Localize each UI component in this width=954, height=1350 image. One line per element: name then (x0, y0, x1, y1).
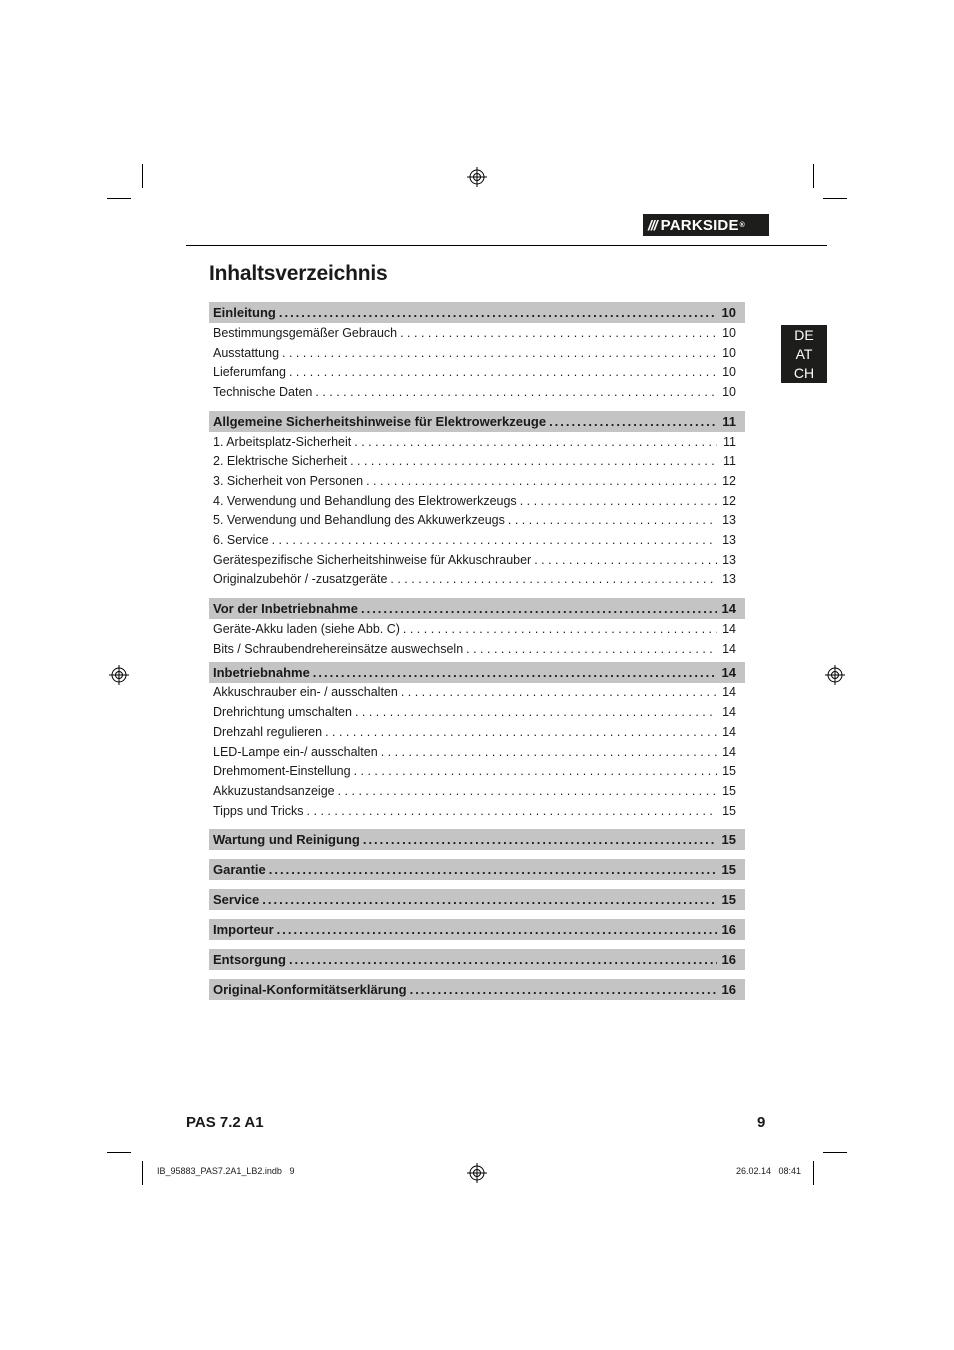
toc-entry[interactable]: 2. Elektrische Sicherheit . . . 11 (209, 451, 745, 471)
toc-entry[interactable]: Bits / Schraubendrehereinsätze auswechseln . . . 14 (209, 639, 745, 659)
crop-mark (813, 1161, 814, 1185)
toc-section-heading[interactable]: Vor der Inbetriebnahme ..... 14 (209, 598, 745, 619)
language-code: CH (793, 364, 815, 381)
table-of-contents (209, 302, 745, 1000)
toc-section-heading[interactable]: Importeur ..... 16 (209, 919, 745, 940)
header-rule (186, 245, 827, 246)
toc-entry[interactable]: 4. Verwendung und Behandlung des Elektrowerkzeugs . . . 12 (209, 491, 745, 511)
toc-entry[interactable]: 3. Sicherheit von Personen . . . 12 (209, 471, 745, 491)
toc-entry[interactable]: Akkuschrauber ein- / ausschalten . . . 14 (209, 683, 745, 703)
crop-mark (813, 164, 814, 188)
crop-mark (142, 164, 143, 188)
parkside-logo (643, 214, 769, 236)
registration-mark-icon (467, 1163, 487, 1183)
logo-stripes: /// (648, 217, 657, 233)
toc-entry[interactable]: Bestimmungsgemäßer Gebrauch . . . 10 (209, 323, 745, 343)
footer-model-name: PAS 7.2 A1 (186, 1114, 264, 1131)
toc-entry[interactable]: Drehmoment-Einstellung . . . 15 (209, 761, 745, 781)
language-tab (781, 325, 827, 383)
toc-section-heading[interactable]: Entsorgung ..... 16 (209, 949, 745, 970)
toc-entry[interactable]: Lieferumfang . . . 10 (209, 362, 745, 382)
page-title: Inhaltsverzeichnis (209, 262, 388, 285)
toc-entry[interactable]: Originalzubehör / -zusatzgeräte . . . 13 (209, 570, 745, 590)
print-slug-file: IB_95883_PAS7.2A1_LB2.indb 9 (157, 1166, 295, 1176)
crop-mark (107, 1152, 131, 1153)
toc-entry[interactable]: Gerätespezifische Sicherheitshinweise für Akkuschrauber . . . 13 (209, 550, 745, 570)
toc-entry[interactable]: 1. Arbeitsplatz-Sicherheit . . . 11 (209, 432, 745, 452)
toc-entry[interactable]: Tipps und Tricks . . . 15 (209, 801, 745, 821)
toc-entry[interactable]: Geräte-Akku laden (siehe Abb. C) . . . 14 (209, 619, 745, 639)
toc-section-heading[interactable]: Inbetriebnahme ..... 14 (209, 662, 745, 683)
toc-entry[interactable]: Drehzahl regulieren . . . 14 (209, 722, 745, 742)
toc-section-heading[interactable]: Original-Konformitätserklärung ..... 16 (209, 979, 745, 1000)
footer-page-number: 9 (757, 1114, 766, 1131)
toc-section-heading[interactable]: Service ..... 15 (209, 889, 745, 910)
crop-mark (823, 1152, 847, 1153)
crop-mark (823, 198, 847, 199)
registration-mark-icon (109, 665, 129, 685)
language-code: DE (794, 326, 814, 343)
crop-mark (142, 1161, 143, 1185)
toc-entry[interactable]: 6. Service . . . 13 (209, 530, 745, 550)
toc-entry[interactable]: Technische Daten . . . 10 (209, 382, 745, 402)
registered-mark: ® (739, 221, 746, 229)
toc-entry[interactable]: Drehrichtung umschalten . . . 14 (209, 702, 745, 722)
toc-entry[interactable]: Akkuzustandsanzeige . . . 15 (209, 781, 745, 801)
toc-section-heading[interactable]: Garantie ..... 15 (209, 859, 745, 880)
toc-entry[interactable]: 5. Verwendung und Behandlung des Akkuwerkzeugs . . . 13 (209, 511, 745, 531)
language-code: AT (795, 345, 813, 362)
registration-mark-icon (467, 167, 487, 187)
print-slug-datetime: 26.02.14 08:41 (736, 1166, 802, 1176)
logo-text: PARKSIDE (660, 216, 739, 234)
crop-mark (107, 198, 131, 199)
toc-entry[interactable]: LED-Lampe ein-/ ausschalten . . . 14 (209, 742, 745, 762)
registration-mark-icon (825, 665, 845, 685)
toc-section-heading[interactable]: Allgemeine Sicherheitshinweise für Elektrowerkzeuge ..... 11 (209, 411, 745, 432)
toc-section-heading[interactable]: Einleitung ..... 10 (209, 302, 745, 323)
toc-section-heading[interactable]: Wartung und Reinigung ..... 15 (209, 829, 745, 850)
toc-entry[interactable]: Ausstattung . . . 10 (209, 343, 745, 363)
